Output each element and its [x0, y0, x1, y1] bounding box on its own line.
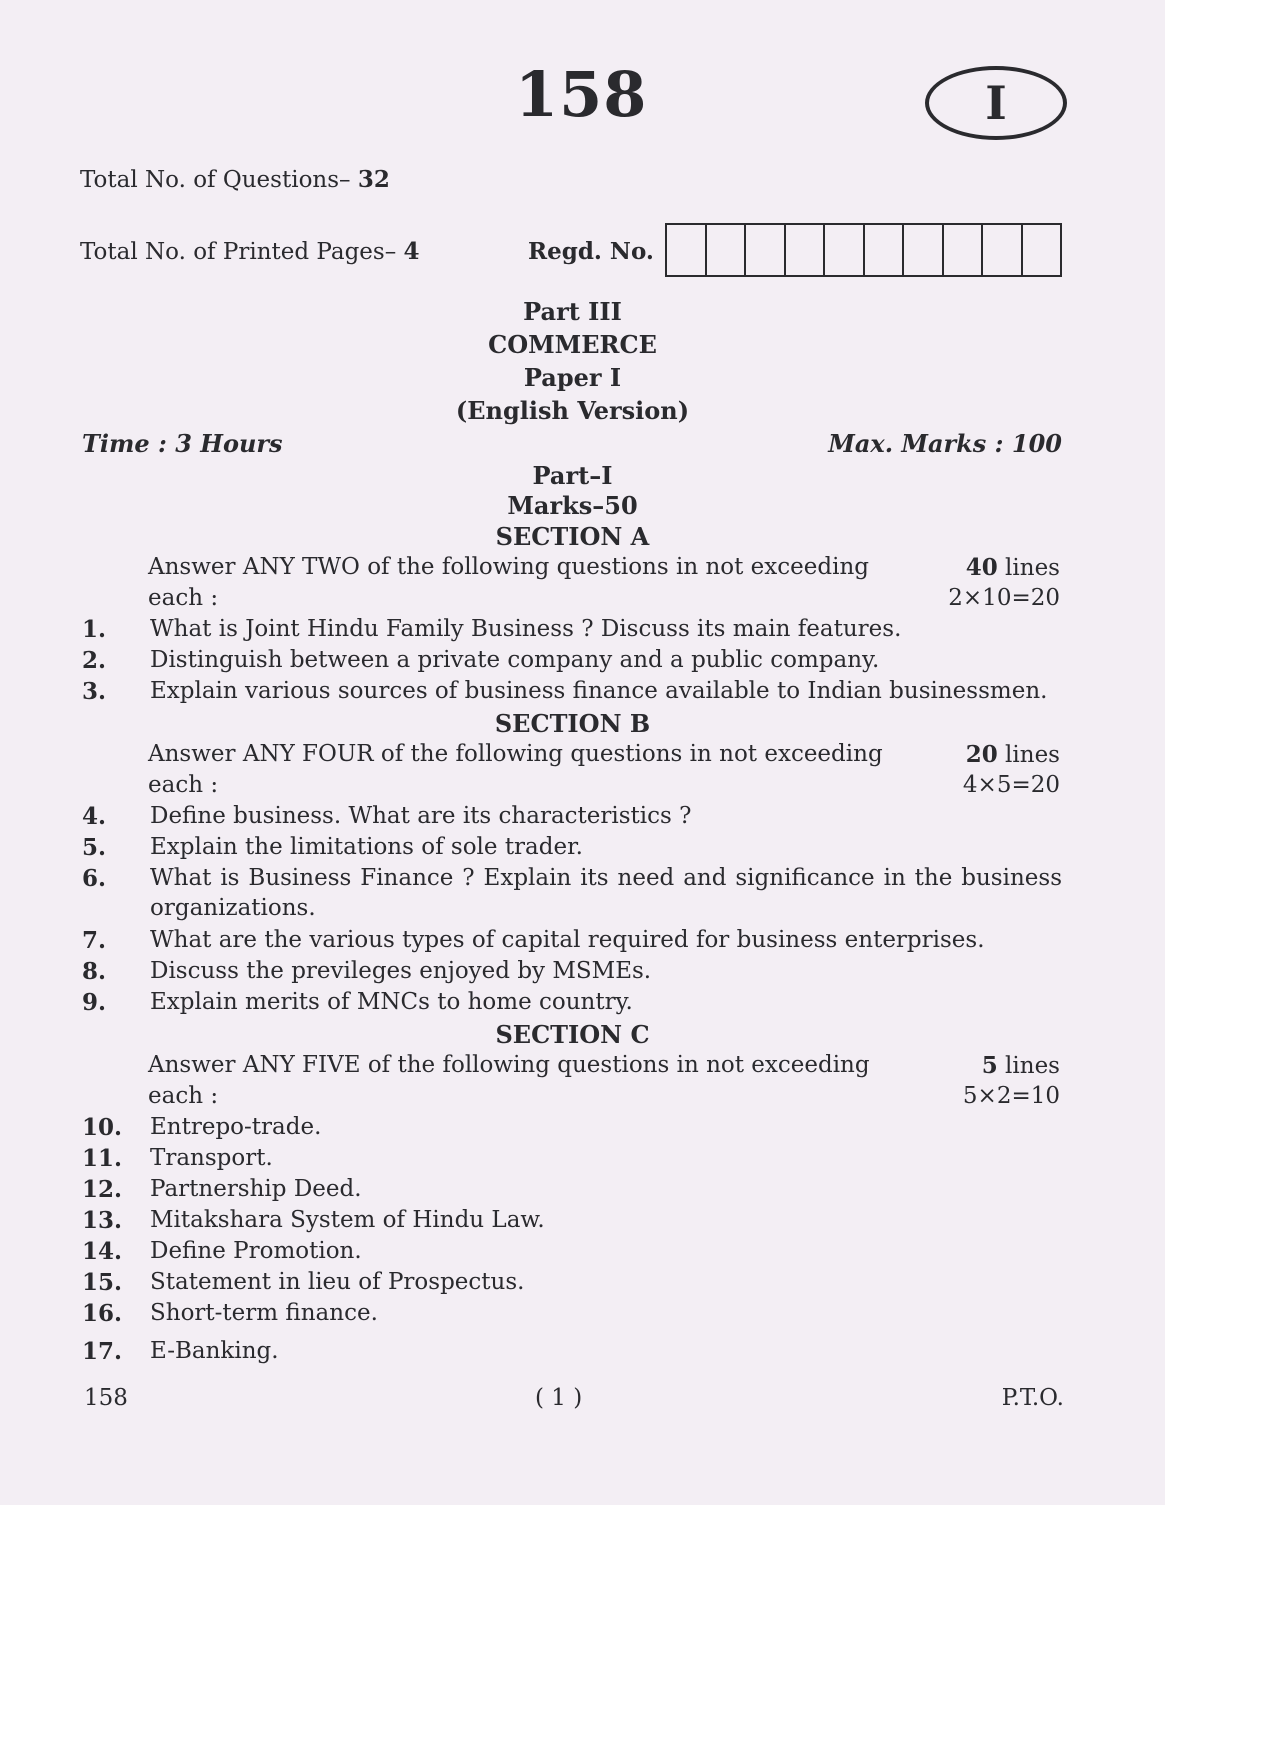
regd-digit-box[interactable] [865, 225, 905, 275]
instruction-limit: 5 [981, 1052, 998, 1079]
instruction-unit: lines [1005, 742, 1060, 768]
regd-digit-box[interactable] [944, 225, 984, 275]
regd-digit-box[interactable] [825, 225, 865, 275]
time-allowed: Time : 3 Hours [82, 429, 283, 458]
question-item [82, 1300, 1062, 1326]
regd-digit-box[interactable] [746, 225, 786, 275]
question-text: What is Business Finance ? Explain its need and significance in the business [150, 865, 1062, 891]
regd-label: Regd. No. [528, 238, 654, 265]
title-language: (English Version) [455, 396, 690, 425]
regd-digit-box[interactable] [707, 225, 747, 275]
total-pages-value: 4 [403, 238, 420, 265]
instruction-text: Answer ANY FIVE of the following questions in not exceeding [148, 1052, 870, 1078]
question-number: 3. [82, 678, 107, 705]
question-item [82, 1176, 1062, 1202]
title-paper: Paper I [523, 363, 622, 392]
title-subject: COMMERCE [488, 330, 657, 359]
question-number: 16. [82, 1300, 123, 1327]
total-questions-value: 32 [357, 166, 390, 193]
question-number: 15. [82, 1269, 123, 1296]
question-text: Partnership Deed. [150, 1176, 362, 1202]
footer-paper-code: 158 [84, 1385, 128, 1411]
section-marks: 2×10=20 [948, 585, 1060, 611]
question-number: 7. [82, 927, 107, 954]
question-text: E-Banking. [150, 1338, 279, 1364]
question-number: 9. [82, 989, 107, 1016]
question-text: Explain merits of MNCs to home country. [150, 989, 633, 1015]
question-number: 6. [82, 865, 107, 892]
question-text: Mitakshara System of Hindu Law. [150, 1207, 545, 1233]
question-text: What is Joint Hindu Family Business ? Discuss its main features. [150, 616, 902, 642]
question-text: Explain various sources of business finance available to Indian businessmen. [150, 678, 1048, 704]
regd-number-boxes[interactable] [665, 223, 1062, 277]
question-item [82, 1338, 1062, 1364]
title-part: Part III [523, 297, 622, 326]
section-c-instruction [148, 1052, 1060, 1109]
instruction-limit: 20 [965, 741, 998, 768]
regd-digit-box[interactable] [1023, 225, 1061, 275]
question-text: Distinguish between a private company and a public company. [150, 647, 880, 673]
regd-digit-box[interactable] [904, 225, 944, 275]
question-number: 1. [82, 616, 107, 643]
question-text-continued: organizations. [150, 895, 316, 921]
total-pages [80, 238, 420, 265]
question-text: Entrepo-trade. [150, 1114, 322, 1140]
question-number: 8. [82, 958, 107, 985]
regd-digit-box[interactable] [983, 225, 1023, 275]
total-questions-label: Total No. of Questions– [80, 167, 351, 193]
max-marks: Max. Marks : 100 [828, 429, 1062, 458]
question-number: 17. [82, 1338, 123, 1365]
instruction-limit: 40 [965, 554, 998, 581]
instruction-text: Answer ANY TWO of the following questions in not exceeding [148, 554, 869, 580]
question-item [82, 927, 1062, 953]
please-turn-over: P.T.O. [1001, 1385, 1064, 1411]
question-text: Transport. [150, 1145, 273, 1171]
question-item [82, 1238, 1062, 1264]
part1-marks: Marks–50 [507, 491, 638, 520]
question-number: 10. [82, 1114, 123, 1141]
instruction-unit: lines [1005, 555, 1060, 581]
section-marks: 4×5=20 [962, 772, 1060, 798]
question-item [82, 803, 1062, 829]
question-item [82, 1145, 1062, 1171]
question-text: Define business. What are its characteristics ? [150, 803, 692, 829]
question-text: What are the various types of capital required for business enterprises. [150, 927, 985, 953]
question-item [82, 678, 1062, 704]
instruction-text: Answer ANY FOUR of the following questions in not exceeding [148, 741, 883, 767]
question-item [82, 1269, 1062, 1295]
question-item [82, 1207, 1062, 1233]
regd-digit-box[interactable] [667, 225, 707, 275]
question-item [82, 834, 1062, 860]
question-item [82, 1114, 1062, 1140]
paper-code: 158 [515, 58, 648, 131]
page-number: ( 1 ) [535, 1385, 583, 1411]
question-text: Discuss the previleges enjoyed by MSMEs. [150, 958, 652, 984]
question-number: 4. [82, 803, 107, 830]
section-c-title: SECTION C [495, 1020, 650, 1049]
section-b-instruction [148, 741, 1060, 798]
question-text: Explain the limitations of sole trader. [150, 834, 583, 860]
version-badge [925, 66, 1067, 140]
question-text: Statement in lieu of Prospectus. [150, 1269, 525, 1295]
version-label: I [985, 76, 1007, 130]
total-pages-label: Total No. of Printed Pages– [80, 239, 397, 265]
section-a-instruction [148, 554, 1060, 611]
question-text: Define Promotion. [150, 1238, 362, 1264]
question-number: 13. [82, 1207, 123, 1234]
regd-digit-box[interactable] [786, 225, 826, 275]
question-number: 5. [82, 834, 107, 861]
section-marks: 5×2=10 [962, 1083, 1060, 1109]
part1-title: Part–I [532, 461, 613, 490]
instruction-each: each : [148, 1083, 219, 1109]
total-questions [80, 166, 390, 193]
instruction-each: each : [148, 585, 219, 611]
question-number: 12. [82, 1176, 123, 1203]
question-number: 14. [82, 1238, 123, 1265]
question-item [82, 958, 1062, 984]
question-item [82, 616, 1062, 642]
section-a-title: SECTION A [495, 522, 650, 551]
instruction-each: each : [148, 772, 219, 798]
section-b-title: SECTION B [494, 709, 651, 738]
question-number: 11. [82, 1145, 123, 1172]
question-item [82, 989, 1062, 1015]
question-text: Short-term finance. [150, 1300, 378, 1326]
question-number: 2. [82, 647, 107, 674]
instruction-unit: lines [1005, 1053, 1060, 1079]
question-item [82, 647, 1062, 673]
question-item [82, 865, 1062, 921]
